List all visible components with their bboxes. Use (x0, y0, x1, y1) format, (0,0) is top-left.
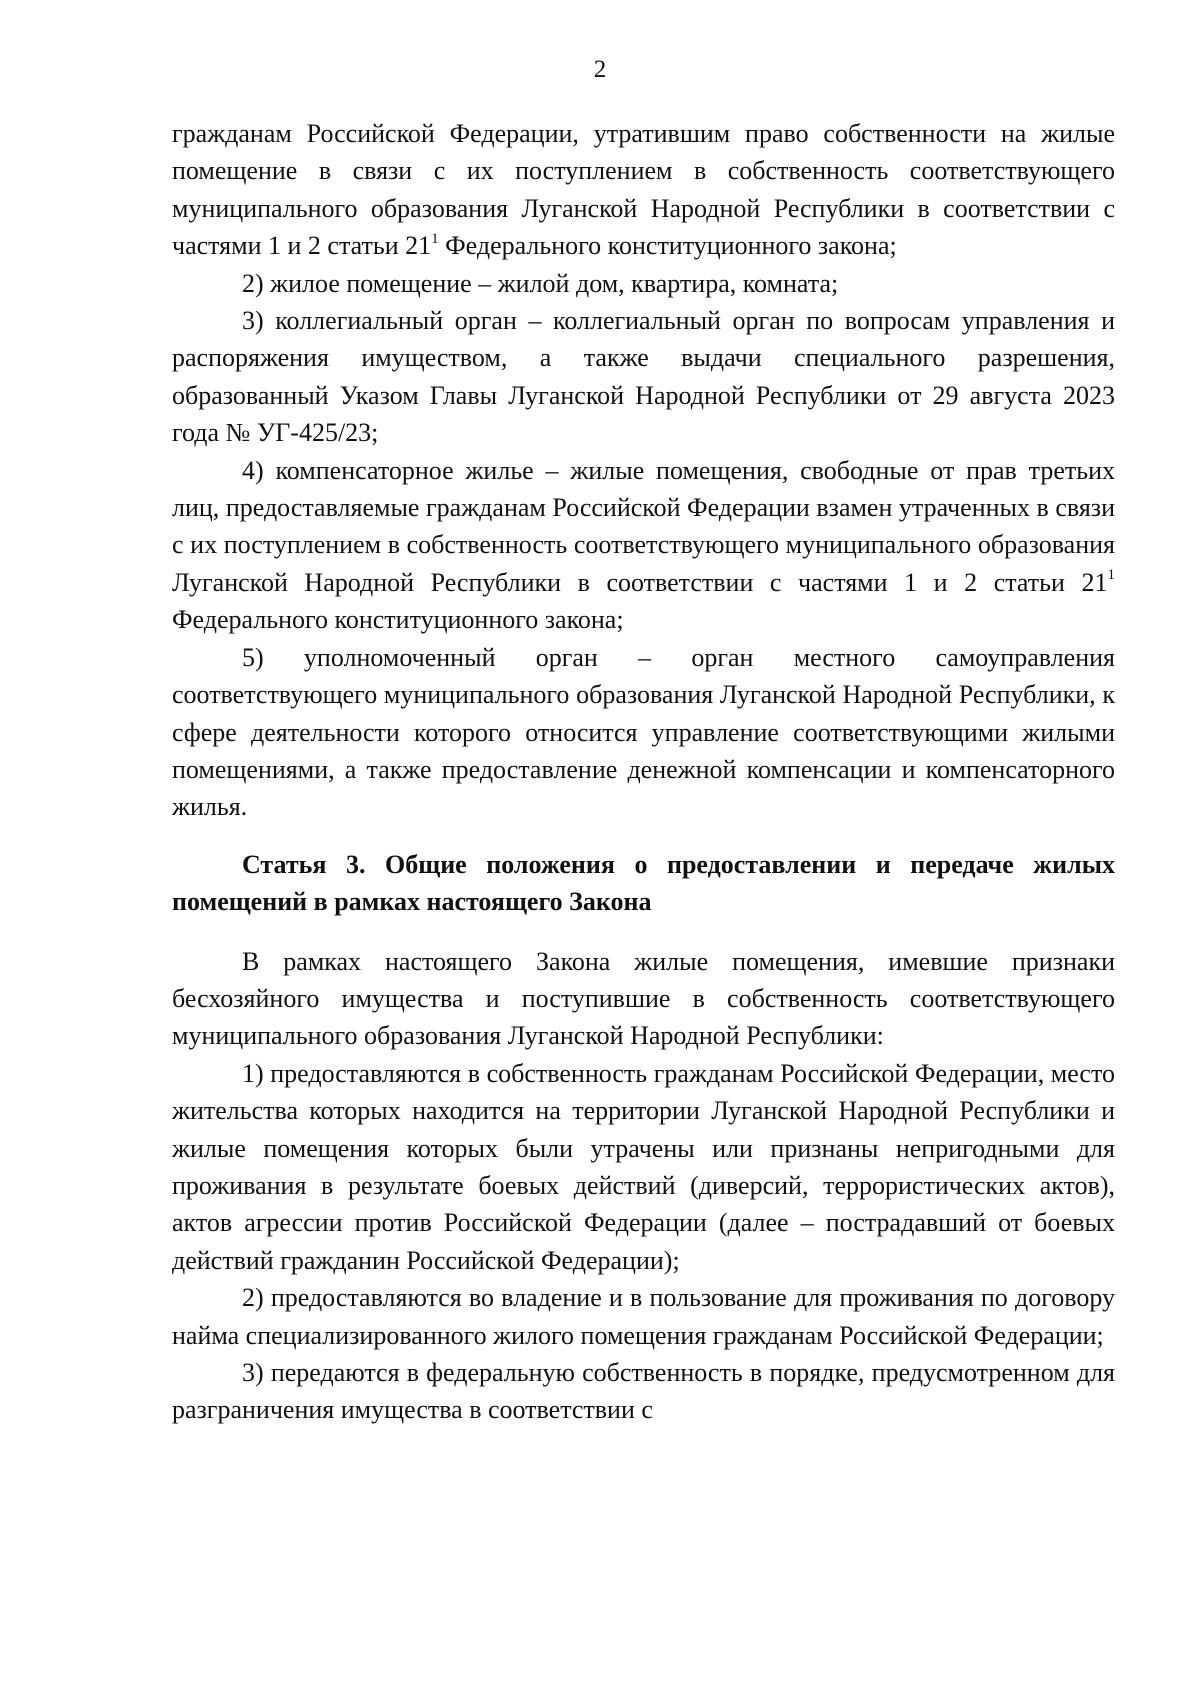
document-body (172, 115, 1115, 1429)
list-item-1: 1) предоставляются в собственность гражданам Российской Федерации, место жительства которых находится на территории Луганской Народной Республики и жилые помещения которых были утрачены или признаны непригодными для проживания в результате боевых действий (диверсий, террористических актов), актов агрессии против Российской Федерации (далее – пострадавший от боевых действий гражданин Российской Федерации); (172, 1058, 1115, 1275)
list-item-2: 2) предоставляются во владение и в пользование для проживания по договору найма специализированного жилого помещения гражданам Российской Федерации; (172, 1283, 1115, 1350)
paragraph-continuation: гражданам Российской Федерации, утратившим право собственности на жилые помещение в связи с их поступлением в собственность соответствующего муниципального образования Луганской Народной Республики в соответствии с частями 1 и 2 статьи $21^1$ Федерального конституционного закона; (172, 119, 1115, 261)
definition-item-3: 3) коллегиальный орган – коллегиальный орган по вопросам управления и распоряжения имуществом, а также выдачи специального разрешения, образованный Указом Главы Луганской Народной Республики от 29 августа 2023 года № УГ-425/23; (172, 306, 1115, 448)
superscript: 1 (431, 230, 439, 247)
definition-item-2: 2) жилое помещение – жилой дом, квартира, комната; (242, 268, 839, 298)
definition-item-4: 4) компенсаторное жилье – жилые помещения, свободные от прав третьих лиц, предоставляемые гражданам Российской Федерации взамен утраченных в связи с их поступлением в собственность соответствующего муниципального образования Луганской Народной Республики в соответствии с частями 1 и 2 статьи $21^1$ Федерального конституционного закона; (172, 455, 1115, 635)
page-number: 2 (593, 56, 607, 83)
article-heading: Статья 3. Общие положения о предоставлении и передаче жилых помещений в рамках настоящего Закона (172, 849, 1115, 917)
superscript: 1 (1107, 567, 1115, 584)
definition-item-5: 5) уполномоченный орган – орган местного самоуправления соответствующего муниципального образования Луганской Народной Республики, к сфере деятельности которого относится управление соответствующими жилыми помещениями, а также предоставление денежной компенсации и компенсаторного жилья. (172, 642, 1115, 822)
list-item-3: 3) передаются в федеральную собственность в порядке, предусмотренном для разграничения имущества в соответствии с (172, 1358, 1115, 1425)
article-intro-paragraph: В рамках настоящего Закона жилые помещения, имевшие признаки бесхозяйного имущества и поступившие в собственность соответствующего муниципального образования Луганской Народной Республики: (172, 946, 1115, 1051)
